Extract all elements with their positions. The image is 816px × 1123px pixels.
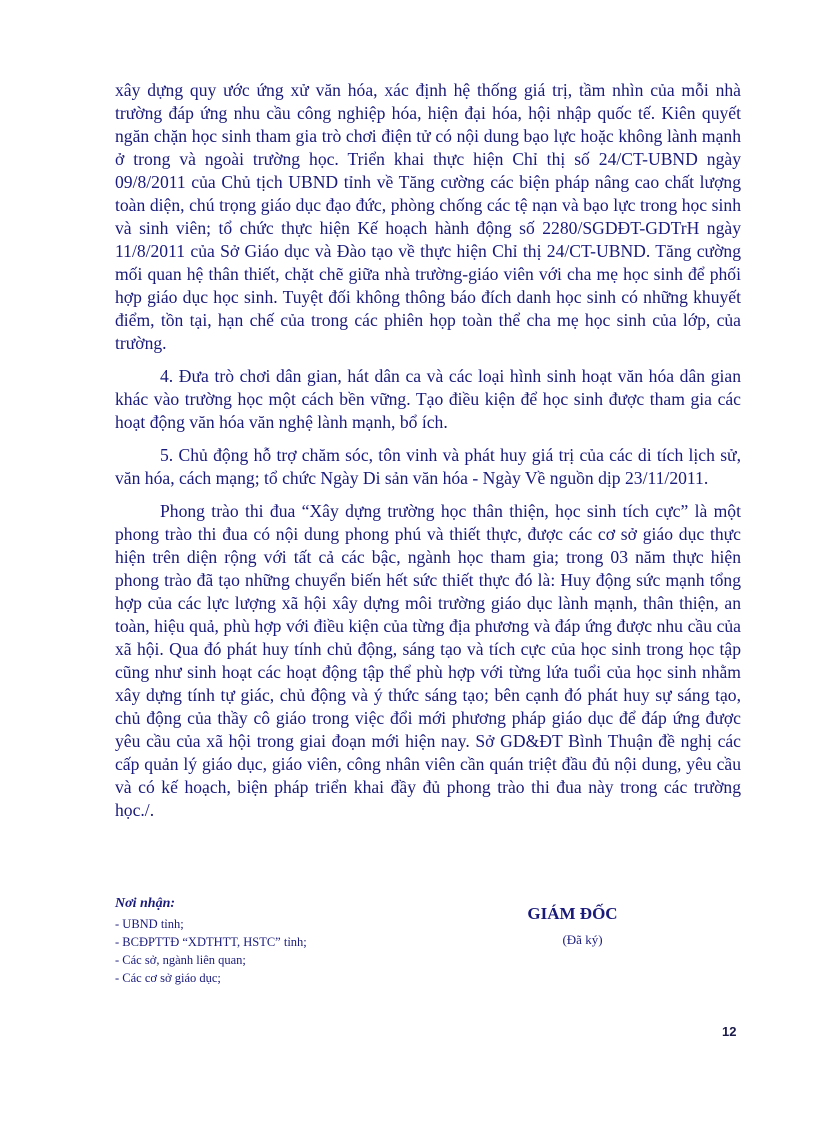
paragraph-conclusion: Phong trào thi đua “Xây dựng trường học thân thiện, học sinh tích cực” là một phong trào thi đua có nội dung phong phú và thiết thực, được các cơ sở giáo dục thực hiện trên diện rộng với tất cả các bậc, ngành học tham gia; trong 03 năm thực hiện phong trào đã tạo những chuyển biến hết sức thiết thực đó là: Huy động sức mạnh tổng hợp của các lực lượng xã hội xây dựng môi trường giáo dục lành mạnh, thân thiện, an toàn, hiệu quả, phù hợp với điều kiện của từng địa phương và đáp ứng được nhu cầu của xã hội. Qua đó phát huy tính chủ động, sáng tạo và tích cực của học sinh trong học tập cũng như sinh hoạt các hoạt động tập thể phù hợp với từng lứa tuổi của học sinh nhằm xây dựng tính tự giác, chủ động và ý thức sáng tạo; bên cạnh đó phát huy sự sáng tạo, chủ động của thầy cô giáo trong việc đổi mới phương pháp giáo dục để đáp ứng được yêu cầu của xã hội trong giai đoạn mới hiện nay. Sở GD&ĐT Bình Thuận đề nghị các cấp quản lý giáo dục, giáo viên, công nhân viên cần quán triệt đầu đủ nội dung, yêu cầu và có kế hoạch, biện pháp triển khai đầy đủ phong trào thi đua này trong các trường học./. <box>115 501 741 820</box>
signer-role: GIÁM ĐỐC <box>527 904 618 923</box>
recipient-item: - BCĐPTTĐ “XDTHTT, HSTC” tỉnh; <box>115 935 307 949</box>
paragraph-item-4: 4. Đưa trò chơi dân gian, hát dân ca và các loại hình sinh hoạt văn hóa dân gian khác vào trường học một cách bền vững. Tạo điều kiện để học sinh được tham gia các hoạt động văn hóa văn nghệ lành mạnh, bổ ích. <box>115 366 741 432</box>
recipients-block <box>115 895 307 987</box>
recipients-list <box>115 915 307 987</box>
paragraph-item-5: 5. Chủ động hỗ trợ chăm sóc, tôn vinh và phát huy giá trị của các di tích lịch sử, văn hóa, cách mạng; tổ chức Ngày Di sản văn hóa - Ngày Về nguồn dịp 23/11/2011. <box>115 445 741 488</box>
recipient-item: - Các sở, ngành liên quan; <box>115 953 246 967</box>
recipients-title: Nơi nhận: <box>115 896 176 911</box>
signature-block <box>510 903 635 949</box>
signed-note: (Đã ký) <box>562 932 603 947</box>
body-text <box>115 79 741 832</box>
recipient-item: - Các cơ sở giáo dục; <box>115 971 221 985</box>
recipient-item: - UBND tỉnh; <box>115 917 184 931</box>
paragraph-continuation: xây dựng quy ước ứng xử văn hóa, xác định hệ thống giá trị, tầm nhìn của mỗi nhà trường đáp ứng nhu cầu công nghiệp hóa, hiện đại hóa, hội nhập quốc tế. Kiên quyết ngăn chặn học sinh tham gia trò chơi điện tử có nội dung bạo lực hoặc không lành mạnh ở trong và ngoài trường học. Triển khai thực hiện Chỉ thị số 24/CT-UBND ngày 09/8/2011 của Chủ tịch UBND tỉnh về Tăng cường các biện pháp nâng cao chất lượng toàn diện, chú trọng giáo dục đạo đức, phòng chống các tệ nạn và bạo lực trong học sinh và sinh viên; tổ chức thực hiện Kế hoạch hành động số 2280/SGDĐT-GDTrH ngày 11/8/2011 của Sở Giáo dục và Đào tạo về thực hiện Chỉ thị 24/CT-UBND. Tăng cường mối quan hệ thân thiết, chặt chẽ giữa nhà trường-giáo viên với cha mẹ học sinh để phối hợp giáo dục học sinh. Tuyệt đối không thông báo đích danh học sinh có những khuyết điểm, tồn tại, hạn chế của trong các phiên họp toàn thể cha mẹ học sinh của lớp, của trường. <box>115 80 741 353</box>
page-number: 12 <box>722 1024 737 1039</box>
